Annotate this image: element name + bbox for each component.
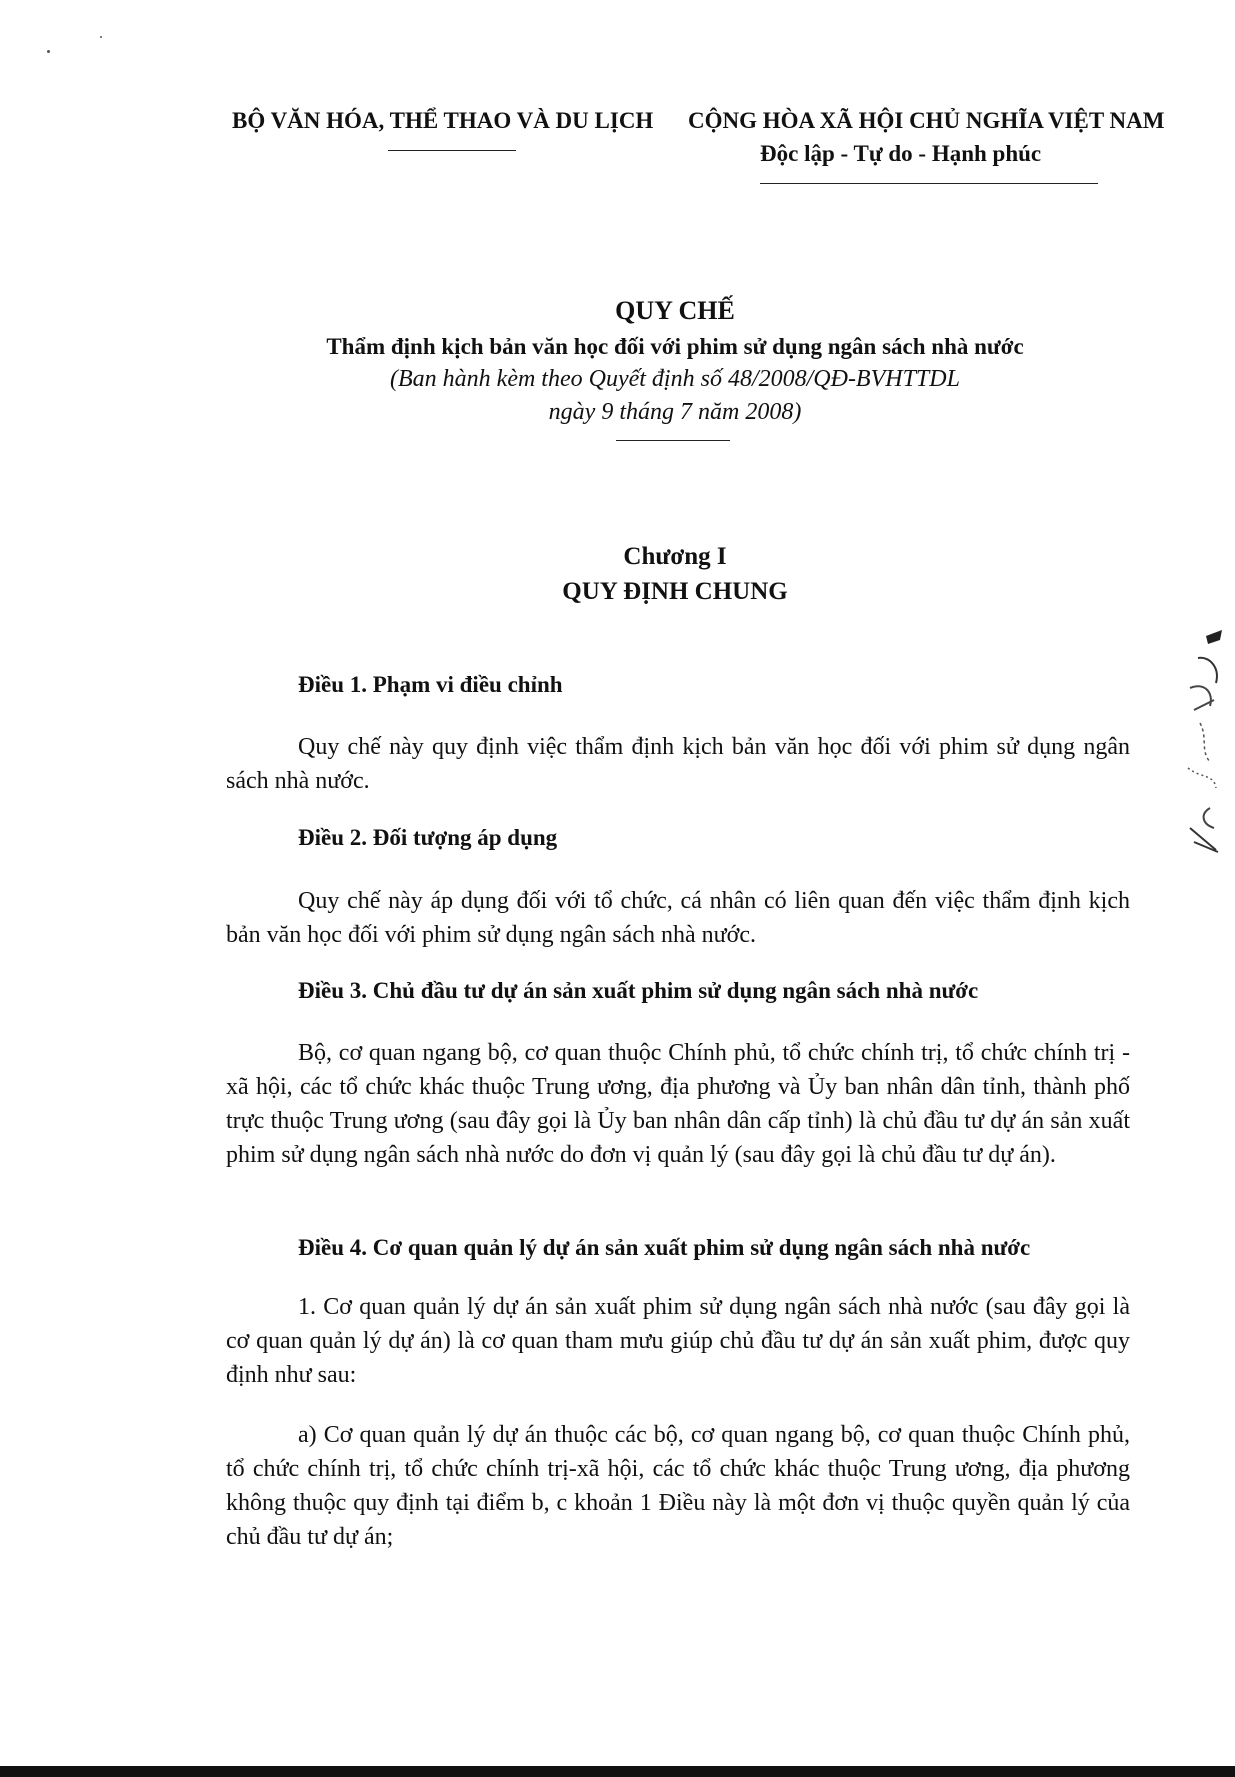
article-4-paragraph: a) Cơ quan quản lý dự án thuộc các bộ, cơ quan ngang bộ, cơ quan thuộc Chính phủ, tổ chức chính trị, tổ chức chính trị-xã hội, các tổ chức khác thuộc Trung ương, địa phương không thuộc quy định tại điểm b, c khoản 1 Điều này là một đơn vị thuộc quyền quản lý của chủ đầu tư dự án; xyxy=(226,1422,1130,1550)
issuance-note-line2: ngày 9 tháng 7 năm 2008) xyxy=(548,399,802,425)
motto-underline xyxy=(760,183,1098,184)
article-1-paragraph: Quy chế này quy định việc thẩm định kịch bản văn học đối với phim sử dụng ngân sách nhà nước. xyxy=(226,734,1130,794)
red-seal-fragment-icon xyxy=(1170,628,1230,878)
ministry-underline xyxy=(388,150,516,151)
national-title: CỘNG HÒA XÃ HỘI CHỦ NGHĨA VIỆT NAM xyxy=(688,108,1165,133)
scan-bottom-edge xyxy=(0,1766,1235,1777)
article-3-body xyxy=(226,1036,1130,1172)
article-2-paragraph: Quy chế này áp dụng đối với tổ chức, cá nhân có liên quan đến việc thẩm định kịch bản văn học đối với phim sử dụng ngân sách nhà nước. xyxy=(226,888,1130,948)
national-motto: Độc lập - Tự do - Hạnh phúc xyxy=(760,141,1042,166)
document-subtitle: Thẩm định kịch bản văn học đối với phim sử dụng ngân sách nhà nước xyxy=(326,334,1024,359)
issuing-ministry: BỘ VĂN HÓA, THỂ THAO VÀ DU LỊCH xyxy=(232,108,654,133)
article-2-body xyxy=(226,884,1130,952)
article-1-body xyxy=(226,730,1130,798)
document-title: QUY CHẾ xyxy=(615,296,735,325)
chapter-label: Chương I xyxy=(623,543,727,570)
title-divider xyxy=(616,440,730,441)
scan-speck xyxy=(100,36,102,38)
article-4-heading: Điều 4. Cơ quan quản lý dự án sản xuất phim sử dụng ngân sách nhà nước xyxy=(298,1235,1031,1260)
article-3-paragraph: Bộ, cơ quan ngang bộ, cơ quan thuộc Chính phủ, tổ chức chính trị, tổ chức chính trị - xã hội, các tổ chức khác thuộc Trung ương, địa phương và Ủy ban nhân dân tỉnh, thành phố trực thuộc Trung ương (sau đây gọi là Ủy ban nhân dân cấp tỉnh) là chủ đầu tư dự án sản xuất phim sử dụng ngân sách nhà nước do đơn vị quản lý (sau đây gọi là chủ đầu tư dự án). xyxy=(226,1040,1130,1168)
issuance-note-line1: (Ban hành kèm theo Quyết định số 48/2008/QĐ-BVHTTDL xyxy=(390,366,960,392)
article-2-heading: Điều 2. Đối tượng áp dụng xyxy=(298,825,558,850)
article-1-heading: Điều 1. Phạm vi điều chỉnh xyxy=(298,672,563,697)
article-4-point-a xyxy=(226,1418,1130,1554)
article-4-clause-1 xyxy=(226,1290,1130,1392)
chapter-name: QUY ĐỊNH CHUNG xyxy=(562,578,788,605)
scan-speck xyxy=(47,50,50,53)
article-3-heading: Điều 3. Chủ đầu tư dự án sản xuất phim sử dụng ngân sách nhà nước xyxy=(298,978,979,1003)
article-4-paragraph: 1. Cơ quan quản lý dự án sản xuất phim sử dụng ngân sách nhà nước (sau đây gọi là cơ quan quản lý dự án) là cơ quan tham mưu giúp chủ đầu tư dự án sản xuất phim, được quy định như sau: xyxy=(226,1294,1130,1388)
